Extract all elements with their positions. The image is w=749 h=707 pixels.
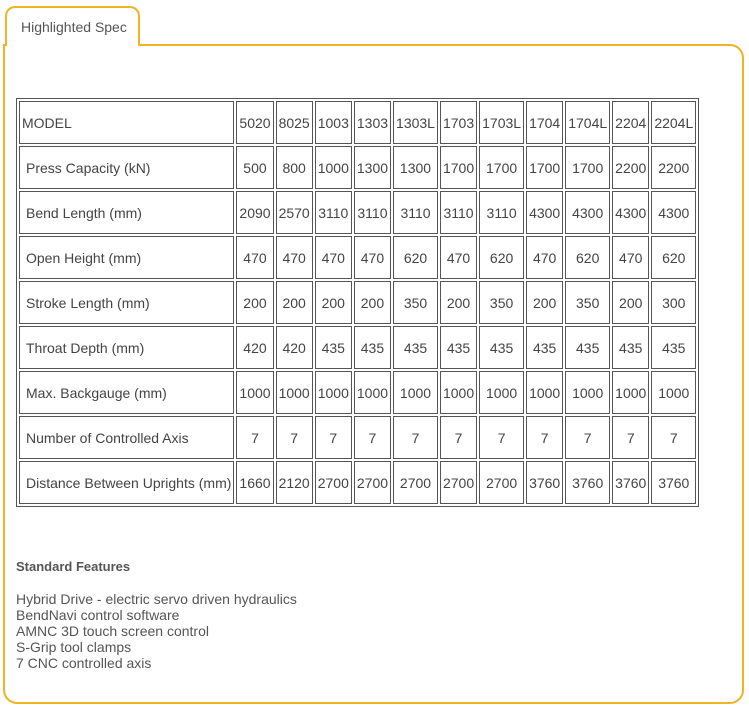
table-cell: 435	[315, 326, 352, 369]
table-cell: 1000	[479, 371, 524, 414]
table-cell: 500	[236, 146, 273, 189]
table-cell: 1000	[612, 371, 649, 414]
table-cell: 200	[612, 281, 649, 324]
table-cell: 800	[276, 146, 313, 189]
table-cell: 1700	[440, 146, 477, 189]
table-cell: 7	[276, 416, 313, 459]
table-cell: 200	[526, 281, 563, 324]
header-model-label: MODEL	[19, 101, 234, 144]
table-cell: 435	[354, 326, 391, 369]
features-title: Standard Features	[16, 559, 131, 574]
table-cell: 1300	[393, 146, 438, 189]
table-cell: 7	[315, 416, 352, 459]
table-row	[19, 326, 696, 369]
table-cell: 1000	[354, 371, 391, 414]
table-row	[19, 146, 696, 189]
table-cell: 2700	[393, 461, 438, 504]
table-cell: 1000	[440, 371, 477, 414]
row-label: Open Height (mm)	[19, 236, 234, 279]
table-cell: 620	[565, 236, 610, 279]
table-cell: 1000	[526, 371, 563, 414]
table-cell: 1000	[315, 371, 352, 414]
table-cell: 200	[354, 281, 391, 324]
feature-item: BendNavi control software	[16, 607, 180, 623]
table-cell: 1700	[479, 146, 524, 189]
row-label: Number of Controlled Axis	[19, 416, 234, 459]
feature-item: S-Grip tool clamps	[16, 639, 132, 655]
table-cell: 350	[479, 281, 524, 324]
table-cell: 620	[651, 236, 696, 279]
spec-table	[16, 98, 699, 507]
table-cell: 2700	[354, 461, 391, 504]
table-cell: 7	[612, 416, 649, 459]
table-cell: 3760	[612, 461, 649, 504]
table-cell: 3110	[479, 191, 524, 234]
table-cell: 7	[565, 416, 610, 459]
table-cell: 435	[440, 326, 477, 369]
table-cell: 7	[354, 416, 391, 459]
row-label: Max. Backgauge (mm)	[19, 371, 234, 414]
model-header-cell: 1303L	[393, 101, 438, 144]
table-cell: 3760	[565, 461, 610, 504]
table-cell: 1700	[565, 146, 610, 189]
table-cell: 7	[393, 416, 438, 459]
model-header-cell: 1703L	[479, 101, 524, 144]
table-cell: 2090	[236, 191, 273, 234]
model-header-cell: 1703	[440, 101, 477, 144]
table-cell: 7	[440, 416, 477, 459]
row-label: Bend Length (mm)	[19, 191, 234, 234]
model-header-cell: 1704	[526, 101, 563, 144]
table-cell: 2700	[440, 461, 477, 504]
row-label: Distance Between Uprights (mm)	[19, 461, 234, 504]
table-row	[19, 281, 696, 324]
table-cell: 435	[393, 326, 438, 369]
table-cell: 435	[479, 326, 524, 369]
row-label: Throat Depth (mm)	[19, 326, 234, 369]
table-cell: 3110	[393, 191, 438, 234]
table-cell: 2200	[612, 146, 649, 189]
table-cell: 300	[651, 281, 696, 324]
table-row	[19, 416, 696, 459]
feature-item: Hybrid Drive - electric servo driven hydraulics	[16, 591, 297, 607]
table-cell: 1000	[236, 371, 273, 414]
table-cell: 2700	[315, 461, 352, 504]
standard-features	[16, 559, 297, 671]
table-cell: 1000	[315, 146, 352, 189]
table-cell: 1660	[236, 461, 273, 504]
table-cell: 2200	[651, 146, 696, 189]
table-cell: 1000	[651, 371, 696, 414]
table-cell: 7	[651, 416, 696, 459]
table-cell: 350	[565, 281, 610, 324]
table-row	[19, 371, 696, 414]
table-row	[19, 191, 696, 234]
model-header-cell: 1704L	[565, 101, 610, 144]
table-cell: 435	[612, 326, 649, 369]
table-cell: 1000	[565, 371, 610, 414]
model-header-cell: 1303	[354, 101, 391, 144]
model-header-cell: 2204	[612, 101, 649, 144]
table-cell: 420	[236, 326, 273, 369]
table-cell: 2700	[479, 461, 524, 504]
tab-highlighted-spec[interactable]: Highlighted Spec	[5, 6, 140, 46]
table-cell: 1000	[393, 371, 438, 414]
table-cell: 1000	[276, 371, 313, 414]
model-header-cell: 5020	[236, 101, 273, 144]
table-cell: 435	[526, 326, 563, 369]
table-cell: 7	[479, 416, 524, 459]
features-list	[16, 591, 297, 671]
table-cell: 200	[276, 281, 313, 324]
table-cell: 470	[315, 236, 352, 279]
table-cell: 7	[236, 416, 273, 459]
table-cell: 2570	[276, 191, 313, 234]
table-cell: 1700	[526, 146, 563, 189]
table-row	[19, 236, 696, 279]
table-cell: 200	[315, 281, 352, 324]
table-cell: 7	[526, 416, 563, 459]
model-header-cell: 8025	[276, 101, 313, 144]
table-cell: 4300	[612, 191, 649, 234]
table-row	[19, 461, 696, 504]
table-cell: 435	[565, 326, 610, 369]
table-cell: 1300	[354, 146, 391, 189]
table-cell: 620	[479, 236, 524, 279]
feature-item: 7 CNC controlled axis	[16, 655, 152, 671]
table-cell: 3110	[315, 191, 352, 234]
row-label: Press Capacity (kN)	[19, 146, 234, 189]
table-cell: 470	[354, 236, 391, 279]
row-label: Stroke Length (mm)	[19, 281, 234, 324]
table-cell: 3110	[354, 191, 391, 234]
table-cell: 470	[276, 236, 313, 279]
table-cell: 420	[276, 326, 313, 369]
table-cell: 4300	[651, 191, 696, 234]
model-header-cell: 1003	[315, 101, 352, 144]
table-cell: 470	[236, 236, 273, 279]
table-cell: 200	[236, 281, 273, 324]
table-cell: 470	[526, 236, 563, 279]
table-cell: 350	[393, 281, 438, 324]
table-cell: 200	[440, 281, 477, 324]
table-header-row	[19, 101, 696, 144]
table-cell: 3110	[440, 191, 477, 234]
table-cell: 4300	[526, 191, 563, 234]
table-cell: 2120	[276, 461, 313, 504]
table-cell: 435	[651, 326, 696, 369]
table-cell: 3760	[526, 461, 563, 504]
table-cell: 470	[440, 236, 477, 279]
model-header-cell: 2204L	[651, 101, 696, 144]
table-cell: 4300	[565, 191, 610, 234]
table-cell: 470	[612, 236, 649, 279]
table-cell: 620	[393, 236, 438, 279]
feature-item: AMNC 3D touch screen control	[16, 623, 209, 639]
table-cell: 3760	[651, 461, 696, 504]
